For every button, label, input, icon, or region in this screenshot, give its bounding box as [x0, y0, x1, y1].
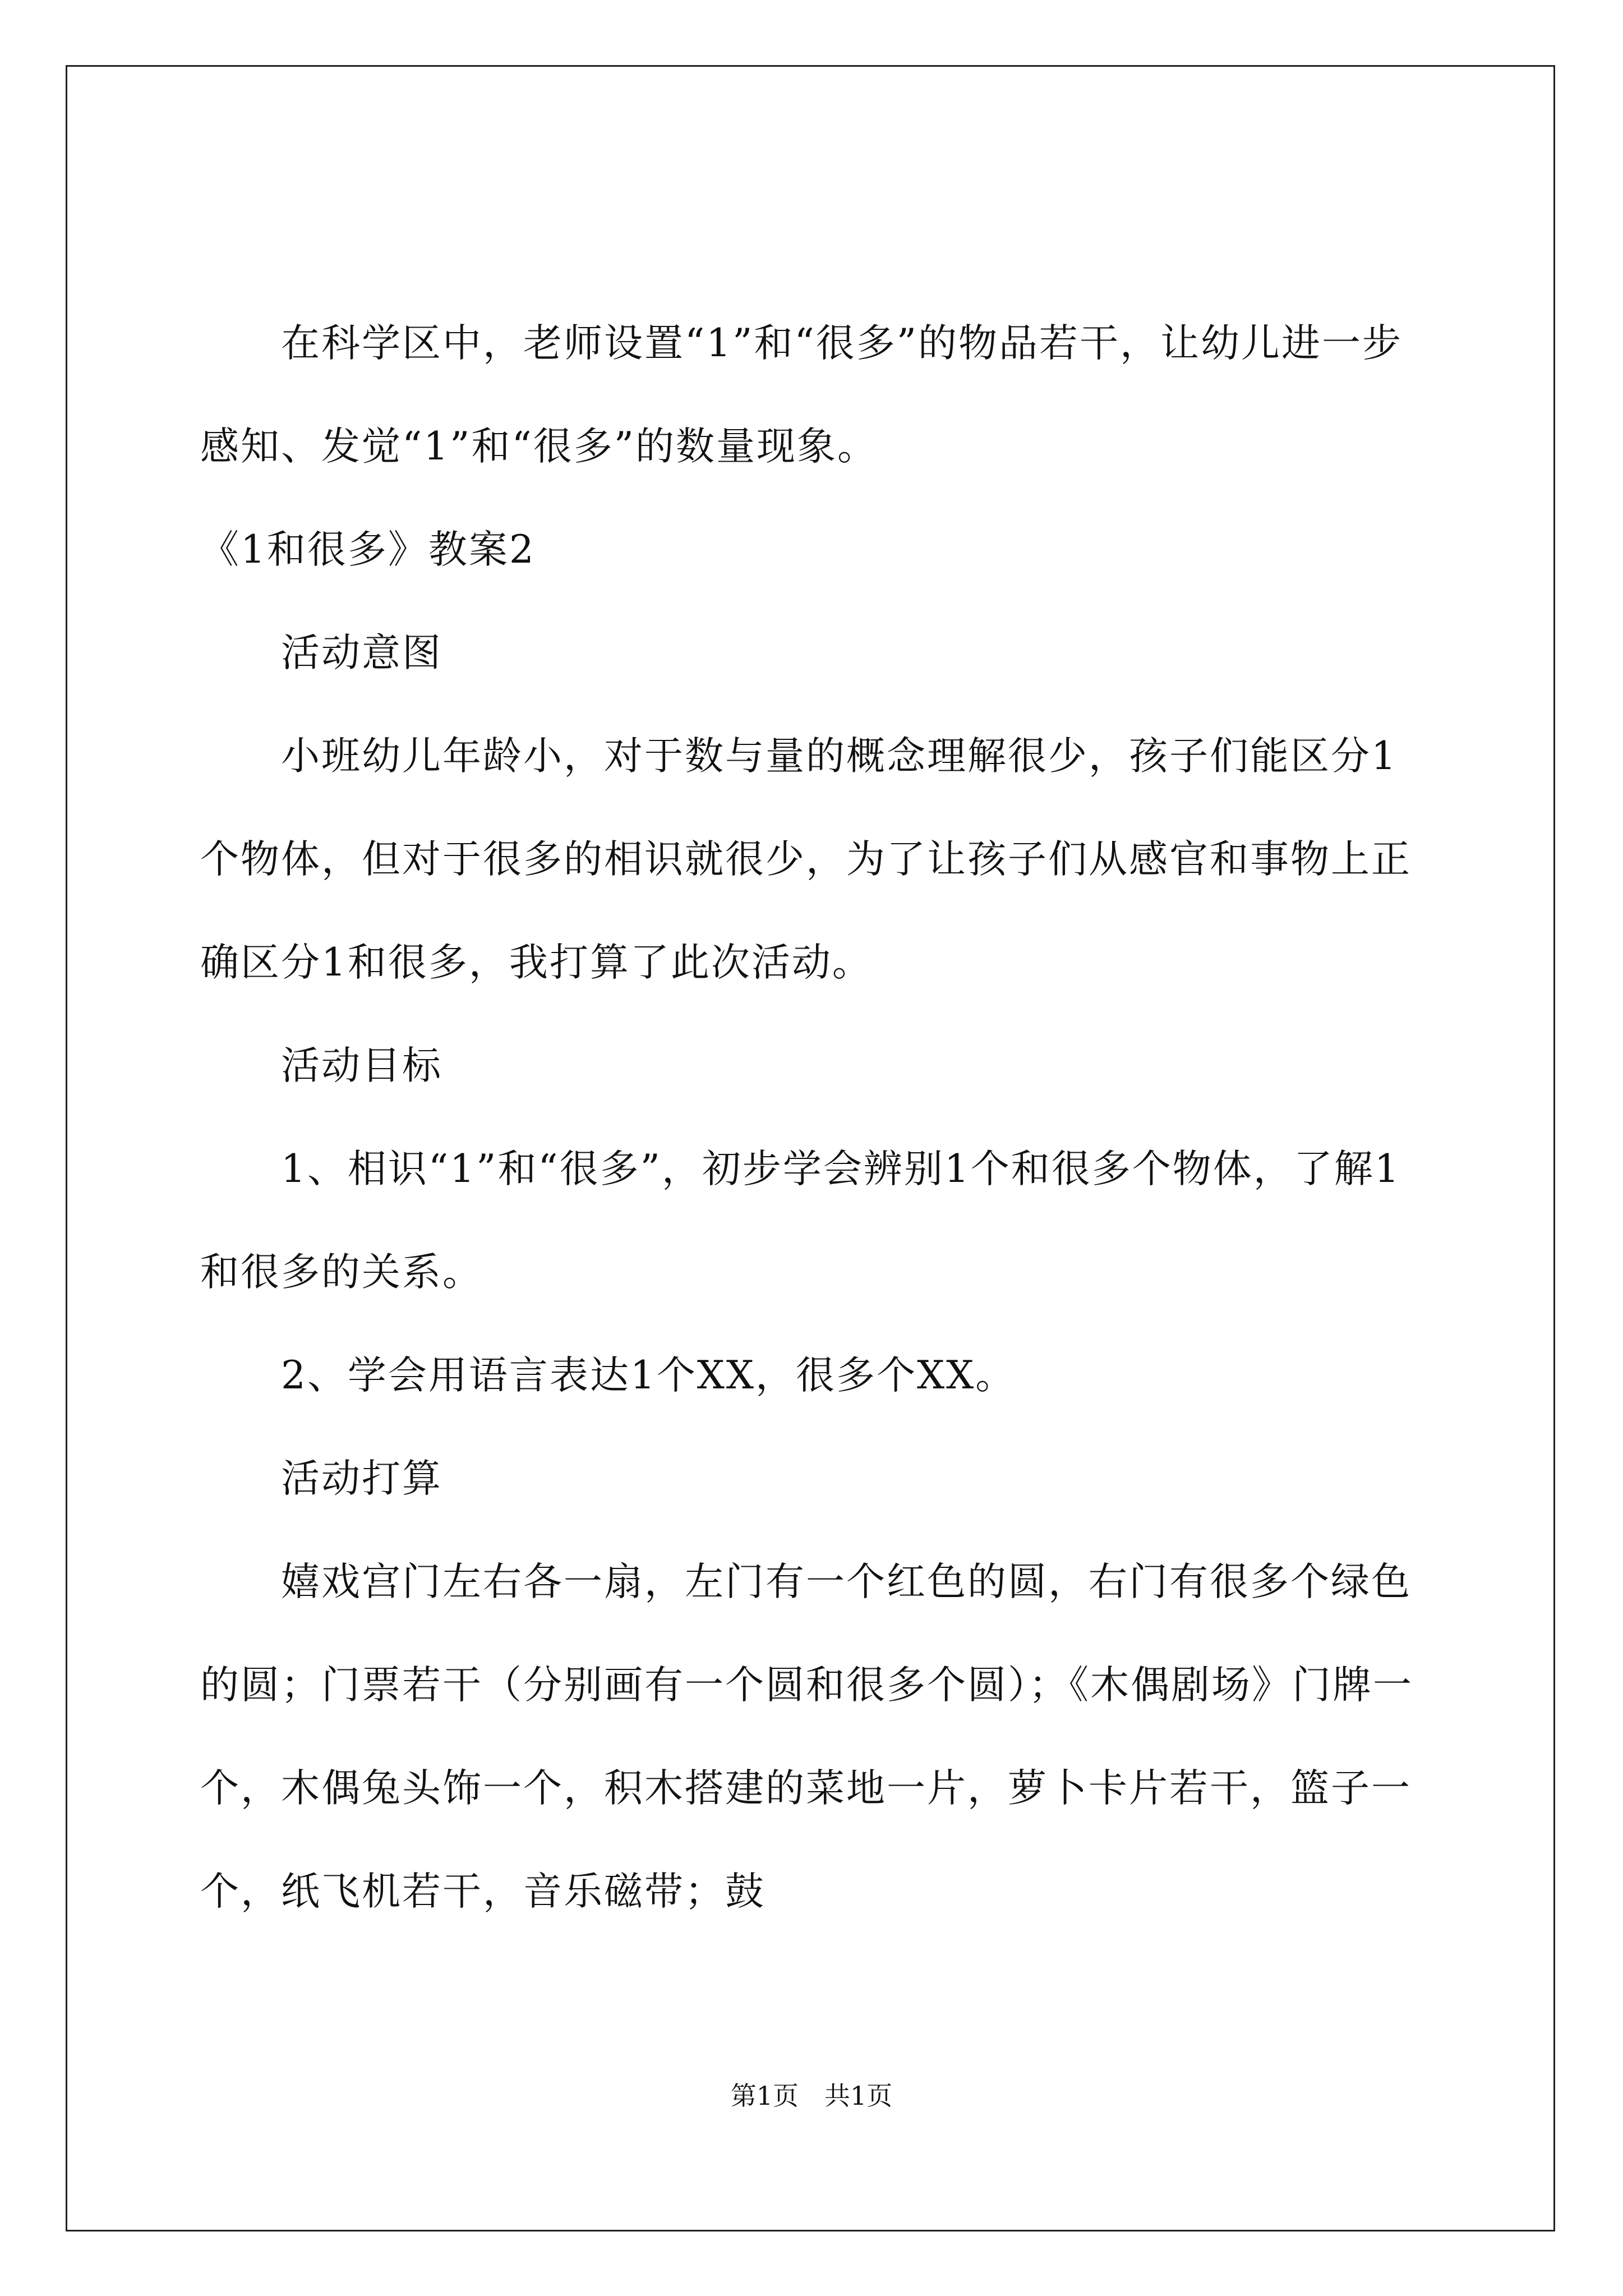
heading-activity-preparation: 活动打算 — [281, 1456, 442, 1501]
paragraph-goal-1: 1、相识“1”和“很多”，初步学会辨别1个和很多个物体，了解1和很多的关系。 — [200, 1147, 1401, 1295]
paragraph-goal-2: 2、学会用语言表达1个XX，很多个XX。 — [281, 1353, 1016, 1398]
paragraph-science-area: 在科学区中，老师设置“1”和“很多”的物品若干，让幼儿进一步感知、发觉“1”和“很多”的数量现象。 — [200, 321, 1403, 469]
paragraph-preparation: 嬉戏宫门左右各一扇，左门有一个红色的圆，右门有很多个绿色的圆；门票若干（分别画有一个圆和很多个圆）；《木偶剧场》门牌一个，木偶兔头饰一个，积木搭建的菜地一片，萝卜卡片若干，篮子一个，纸飞机若干，音乐磁带；鼓 — [200, 1559, 1413, 1914]
section-title-lesson-2: 《1和很多》教案2 — [200, 527, 536, 572]
document-body — [200, 292, 1423, 1943]
page-number-footer: 第1页 共1页 — [730, 2081, 893, 2111]
heading-activity-intent: 活动意图 — [281, 631, 442, 675]
heading-activity-goals: 活动目标 — [281, 1043, 442, 1088]
paragraph-activity-intent: 小班幼儿年龄小，对于数与量的概念理解很少，孩子们能区分1个物体，但对于很多的相识就很少，为了让孩子们从感官和事物上正确区分1和很多，我打算了此次活动。 — [200, 734, 1412, 985]
